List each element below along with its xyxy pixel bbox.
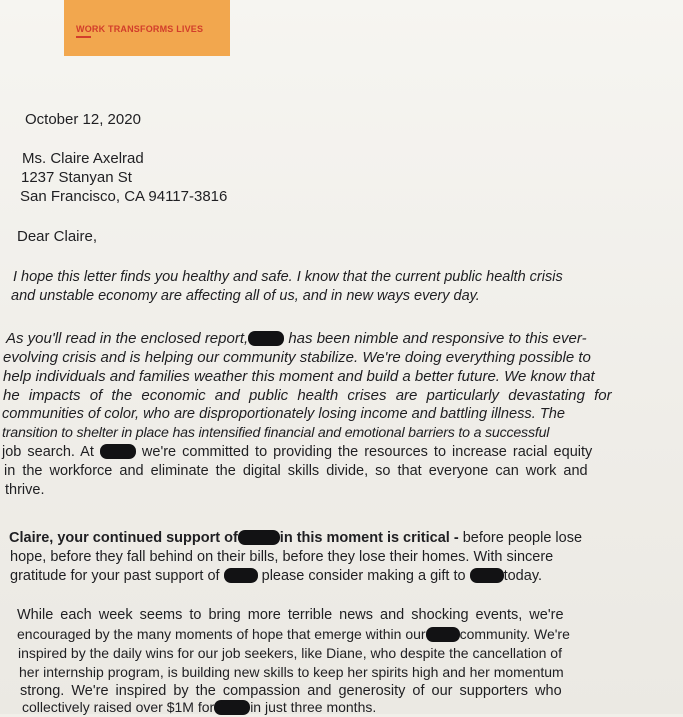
p4-line-3: inspired by the daily wins for our job seekers, like Diane, who despite the cancellation of xyxy=(18,645,562,661)
brand-banner xyxy=(64,0,230,56)
p1-line-2: and unstable economy are affecting all of us, and in new ways every day. xyxy=(11,288,480,304)
redaction xyxy=(470,568,504,583)
p4-line-6a: collectively raised over $1M for xyxy=(22,699,215,715)
redaction xyxy=(248,331,284,346)
p4-line-4: her internship program, is building new skills to keep her spirits high and her momentum xyxy=(19,664,564,680)
p3-line-3 xyxy=(10,567,542,586)
p4-line-6 xyxy=(22,698,376,717)
p2-line-7 xyxy=(2,443,592,462)
p3-line-1 xyxy=(9,529,582,548)
p2-line-9: thrive. xyxy=(5,482,45,498)
p2-line-7b: we're committed to providing the resources to increase racial equity xyxy=(141,444,593,460)
p2-line-4: he impacts of the economic and public health crises are particularly devastating for xyxy=(3,387,612,404)
p3-line-1c: before people lose xyxy=(462,530,583,546)
p2-line-6: transition to shelter in place has intensified financial and emotional barriers to a successful xyxy=(2,425,550,441)
p2-line-8: in the workforce and eliminate the digital skills divide, so that everyone can work and xyxy=(4,463,588,479)
salutation: Dear Claire, xyxy=(17,228,98,245)
p3-line-1b: in this moment is critical - xyxy=(279,530,459,546)
redaction xyxy=(238,530,280,545)
letter-date: October 12, 2020 xyxy=(25,111,141,128)
p3-line-3c: today. xyxy=(503,568,543,584)
p2-line-5: communities of color, who are disproportionately losing income and battling illness. The xyxy=(2,406,565,422)
p2-line-3: help individuals and families weather this moment and build a better future. We know that xyxy=(3,368,595,385)
p4-line-2a: encouraged by the many moments of hope that emerge within our xyxy=(17,626,426,642)
p1-line-1: I hope this letter finds you healthy and safe. I know that the current public health crisis xyxy=(13,269,563,285)
p3-line-3a: gratitude for your past support of xyxy=(10,568,220,584)
p2-line-1 xyxy=(6,329,587,348)
redaction xyxy=(426,627,460,642)
p3-line-3b: please consider making a gift to xyxy=(261,568,466,584)
recipient-name: Ms. Claire Axelrad xyxy=(22,150,144,167)
p4-line-2 xyxy=(17,625,570,644)
redaction xyxy=(224,568,258,583)
redaction xyxy=(100,444,136,459)
p4-line-6b: in just three months. xyxy=(250,699,377,715)
p2-line-2: evolving crisis and is helping our community stabilize. We're doing everything possible to xyxy=(3,349,591,366)
brand-text: WORK TRANSFORMS LIVES xyxy=(76,24,204,34)
p4-line-2b: community. We're xyxy=(459,626,570,642)
recipient-city: San Francisco, CA 94117-3816 xyxy=(20,188,228,205)
p4-line-1: While each week seems to bring more terrible news and shocking events, we're xyxy=(17,607,564,623)
p3-line-1a: Claire, your continued support of xyxy=(9,530,238,546)
p2-line-1b: has been nimble and responsive to this ever- xyxy=(288,330,587,347)
brand-underline xyxy=(76,36,91,38)
p2-line-7a: job search. At xyxy=(2,444,94,460)
p3-line-2: hope, before they fall behind on their bills, before they lose their homes. With sincere xyxy=(10,549,554,565)
recipient-street: 1237 Stanyan St xyxy=(21,169,132,186)
redaction xyxy=(214,700,250,715)
p4-line-5: strong. We're inspired by the compassion and generosity of our supporters who xyxy=(20,683,562,699)
p2-line-1a: As you'll read in the enclosed report, xyxy=(6,330,249,347)
